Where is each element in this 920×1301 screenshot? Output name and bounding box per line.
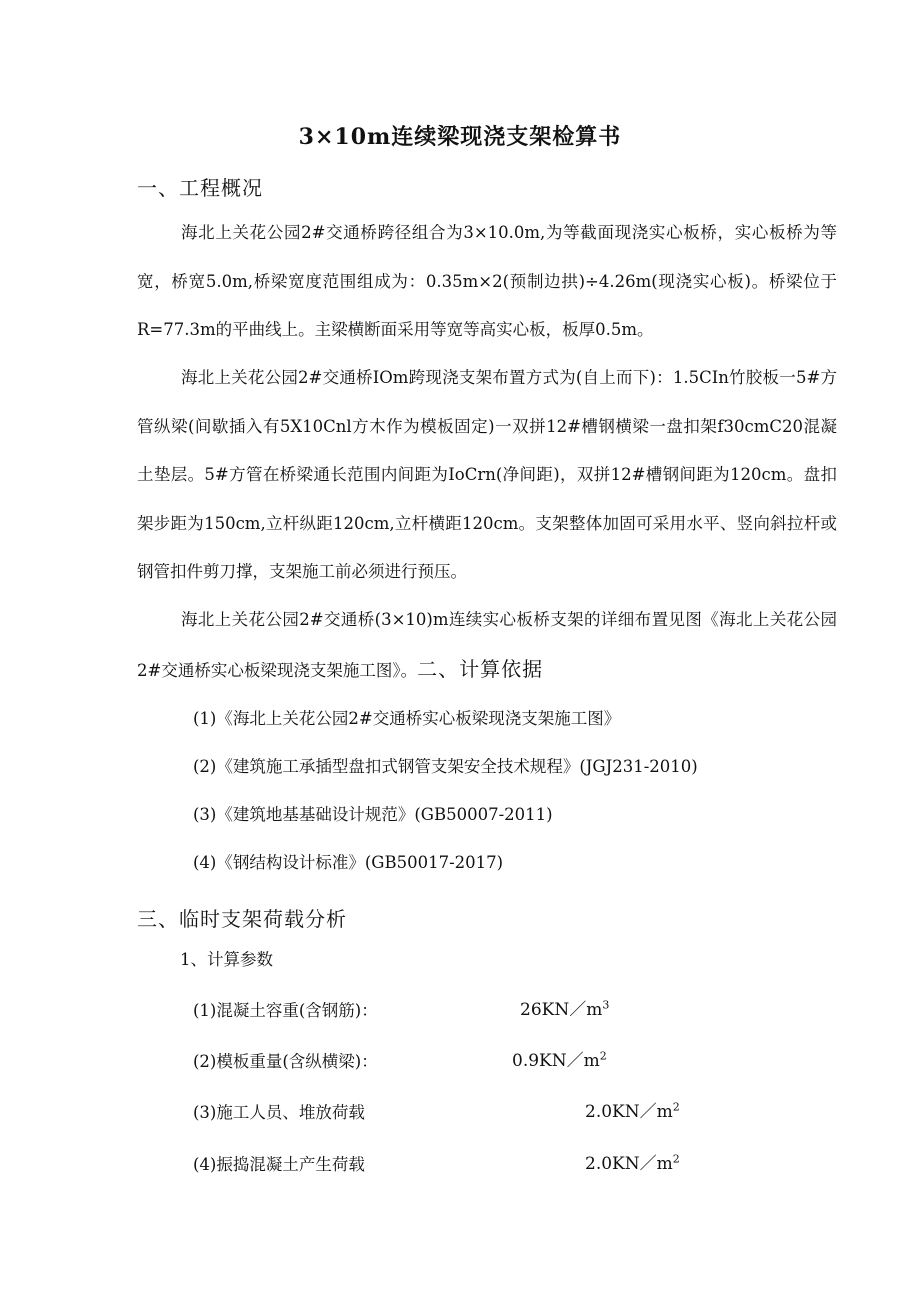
section-1-heading: 一、工程概况	[137, 176, 263, 200]
param-2-label: (2)模板重量(含纵横梁)：	[193, 1052, 378, 1071]
param-3-exponent: 2	[672, 1100, 680, 1114]
section-1-paragraph-1: 海北上关花公园2#交通桥跨径组合为3×10.0m,为等截面现浇实心板桥，实心板桥为等宽，桥宽5.0m,桥梁宽度范围组成为：0.35m×2(预制边拱)÷4.26m(现浇实心板)。桥梁位于R=77.3m的平曲线上。主梁横断面采用等宽等高实心板，板厚0.5m。	[137, 223, 837, 339]
section-1-paragraph-2: 海北上关花公园2#交通桥IOm跨现浇支架布置方式为(自上而下)：1.5CIn竹胶板一5#方管纵梁(间歇插入有5X10Cnl方木作为模板固定)一双拼12#槽钢横梁一盘扣架f30cmC20混凝土垫层。5#方管在桥梁通长范围内间距为IoCrn(净间距)，双拼12#槽钢间距为120cm。盘扣架步距为150cm,立杆纵距120cm,立杆横距120cm。支架整体加固可采用水平、竖向斜拉杆或钢管扣件剪刀撑，支架施工前必须进行预压。	[137, 368, 837, 581]
document-title: 3×10m连续梁现浇支架检算书	[298, 124, 622, 150]
section-2-heading: 二、计算依据	[417, 656, 544, 681]
param-4-exponent: 2	[672, 1152, 680, 1166]
param-4-label: (4)振捣混凝土产生荷载	[193, 1155, 365, 1174]
reference-3: (3)《建筑地基基础设计规范》(GB50007-2011)	[193, 805, 553, 824]
reference-1: (1)《海北上关花公园2#交通桥实心板梁现浇支架施工图》	[193, 709, 621, 728]
param-4-value-text: 2.0KN／m	[585, 1154, 673, 1174]
param-3-value-text: 2.0KN／m	[585, 1102, 673, 1122]
reference-2: (2)《建筑施工承插型盘扣式钢管支架安全技术规程》(JGJ231-2010)	[193, 757, 698, 776]
section-1-paragraph-3-text: 海北上关花公园2#交通桥(3×10)m连续实心板桥支架的详细布置见图《海北上关花公园2#交通桥实心板梁现浇支架施工图》。	[137, 610, 837, 680]
param-2-exponent: 2	[599, 1049, 607, 1063]
param-1-value	[520, 995, 609, 1020]
param-2-value-text: 0.9KN／m	[512, 1051, 600, 1071]
section-3-heading: 三、临时支架荷载分析	[137, 907, 347, 931]
param-4-value	[585, 1149, 680, 1174]
param-3-value	[585, 1097, 680, 1122]
section-3-subheading: 1、计算参数	[180, 950, 273, 969]
param-3-label: (3)施工人员、堆放荷载	[193, 1103, 365, 1122]
param-1-exponent: 3	[602, 998, 610, 1012]
param-2-value	[512, 1046, 607, 1071]
section-1-paragraph-3	[137, 596, 837, 695]
param-1-value-text: 26KN／m	[520, 1000, 603, 1020]
param-1-label: (1)混凝土容重(含钢筋)：	[193, 1001, 378, 1020]
reference-4: (4)《钢结构设计标准》(GB50017-2017)	[193, 853, 504, 872]
